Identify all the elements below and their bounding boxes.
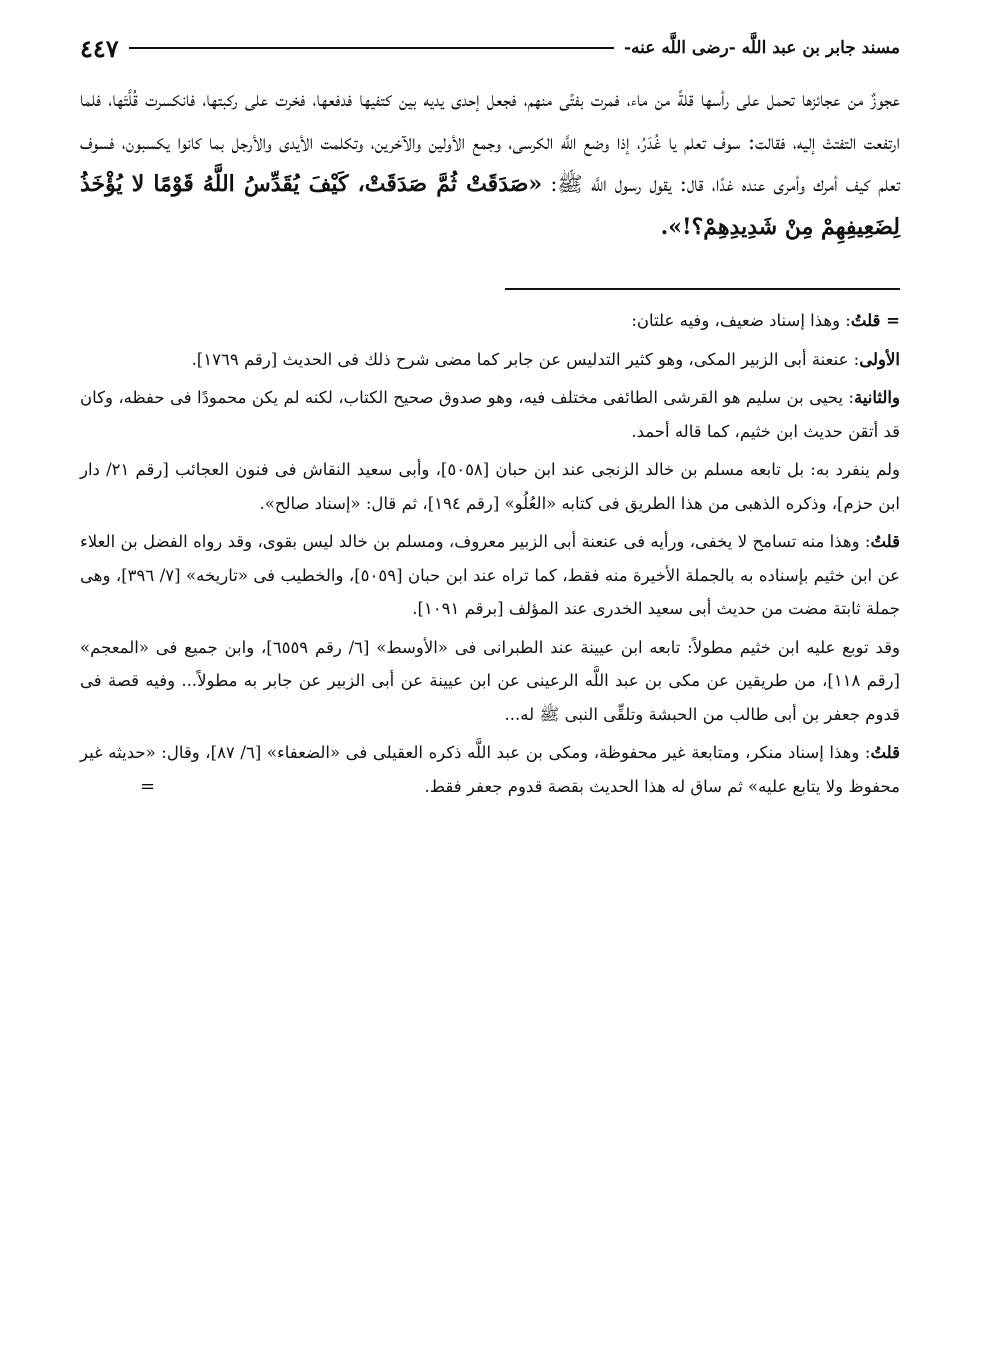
book-page — [80, 28, 900, 1318]
footnote-paragraph — [80, 736, 900, 803]
footnote-text: : وهذا إسناد منكر، ومتابعة غير محفوظة، ومكى بن عبد اللَّه ذكره العقيلى فى «الضعفاء» [٦/ ٨٧]، وقال: «حديثه غير محفوظ ولا يتابع عليه» ثم ساق له هذا الحديث بقصة قدوم جعفر فقط. — [80, 743, 900, 796]
footnote-lead: قلتُ — [870, 743, 900, 762]
hadith-quote: «صَدَقَتْ ثُمَّ صَدَقَتْ، كَيْفَ يُقَدِّسُ اللَّهُ قَوْمًا لا يُؤْخَذُ لِضَعِيفِهِمْ مِنْ شَدِيدِهِمْ؟!». — [80, 171, 900, 240]
footnote-text: : وهذا إسناد ضعيف، وفيه علتان: — [631, 311, 851, 330]
main-paragraph — [80, 78, 900, 248]
footnote-separator — [505, 288, 900, 290]
footnote-text: وقد توبع عليه ابن خثيم مطولاً: تابعه ابن عيينة عند الطبرانى فى «الأوسط» [٦/ رقم ٦٥٥٩]، وابن جميع فى «المعجم» [رقم ١١٨]، من طريقين عن مكى بن عبد اللَّه الرعينى عن ابن عيينة عن أبى الزبير عن جابر به مطولاً... وفيه قصة فى قدوم جعفر بن أبى طالب من الحبشة وتلقِّى النبى ﷺ له... — [80, 637, 900, 724]
footnote-lead: قلتُ — [870, 532, 900, 551]
footnote-paragraph — [80, 631, 900, 732]
footnote-paragraph — [80, 525, 900, 626]
page-number: ٤٤٧ — [80, 33, 119, 63]
continuation-mark: = — [140, 775, 156, 797]
footnote-lead: الأولى — [859, 349, 900, 369]
main-text — [80, 78, 900, 248]
narrative-text: عجوزٌ من عجائزها تحمل على رأسها قلةً من ماء، فمرت بفتًى منهم، فجعل إحدى يديه بين كتفيها فدفعها، فخرت على ركبتها، فانكسرت قُلَّتَها، فلما ارتفعت التفتتْ إليه، فقالت: سوف تعلم يا غُدَرُ، إذا وضع اللَّه الكرسى، وجمع الأولين والآخرين، وتكلمت الأيدى والأرجل بما كانوا يكسبون، فسوف تعلم كيف أمرك وأمرى عنده غدًا، قال: يقول رسول اللَّه ﷺ: — [80, 87, 900, 196]
page-header — [80, 28, 900, 68]
footnote-text: ولم ينفرد به: بل تابعه مسلم بن خالد الزنجى عند ابن حبان [٥٠٥٨]، وأبى سعيد النقاش فى فنون العجائب [رقم ٢١/ دار ابن حزم]، وذكره الذهبى من هذا الطريق فى كتابه «العُلُو» [رقم ١٩٤]، ثم قال: «إسناد صالح». — [80, 460, 900, 513]
footnote-lead: = قلتُ — [850, 311, 900, 330]
footnote-paragraph — [80, 304, 900, 338]
footnote-text: : يحيى بن سليم هو القرشى الطائفى مختلف فيه، وهو صدوق صحيح الكتاب، لكنه لم يكن محمودًا فى حفظه، وكان قد أتقن حديث ابن خثيم، كما قاله أحمد. — [80, 388, 900, 441]
footnote-paragraph — [80, 343, 900, 377]
running-title: مسند جابر بن عبد اللَّه -رضى اللَّه عنه- — [623, 38, 900, 58]
footnote-text: : عنعنة أبى الزبير المكى، وهو كثير التدليس عن جابر كما مضى شرح ذلك فى الحديث [رقم ١٧٦٩]. — [191, 349, 860, 369]
footnote-paragraph — [80, 381, 900, 448]
footnotes — [80, 304, 900, 803]
footnote-text: : وهذا منه تسامح لا يخفى، ورأيه فى عنعنة أبى الزبير معروف، ومسلم بن خالد ليس بقوى، وقد رواه الفضل بن العلاء عن ابن خثيم بإسناده به بالجملة الأخيرة منه فقط، كما تراه عند ابن حبان [٥٠٥٩]، والخطيب فى «تاريخه» [٧/ ٣٩٦]، وهى جملة ثابتة مضت من حديث أبى سعيد الخدرى عند المؤلف [برقم ١٠٩١]. — [80, 532, 901, 618]
footnote-paragraph — [80, 453, 900, 520]
header-rule — [129, 47, 614, 49]
footnote-lead: والثانية — [853, 388, 900, 407]
